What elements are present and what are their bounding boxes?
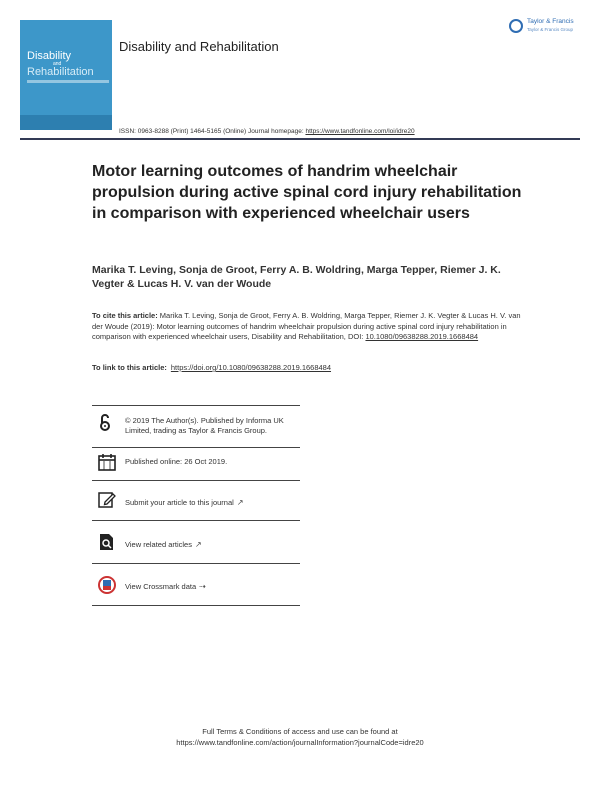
open-access-icon	[97, 413, 117, 433]
meta-divider	[92, 405, 300, 406]
journal-cover	[20, 20, 112, 130]
citation-block	[92, 311, 532, 343]
license-text: © 2019 The Author(s). Published by Informa UK Limited, trading as Taylor & Francis Group.	[125, 416, 284, 435]
cover-title-and: and	[53, 61, 62, 67]
link-label: To link to this article:	[92, 363, 167, 372]
submit-article-label: Submit your article to this journal	[125, 498, 234, 507]
external-link-icon: ⇢	[199, 582, 206, 591]
external-link-icon: ↗	[194, 540, 202, 549]
publisher-name: Taylor & Francis	[527, 18, 574, 25]
article-doi-link[interactable]: https://doi.org/10.1080/09638288.2019.1668484	[170, 363, 332, 372]
link-to-article	[92, 363, 331, 372]
meta-divider	[92, 563, 300, 564]
citation-doi-link[interactable]: 10.1080/09638288.2019.1668484	[365, 332, 479, 341]
cover-title-line1: Disability	[27, 50, 72, 62]
header-rule	[20, 138, 580, 140]
calendar-icon	[97, 452, 117, 472]
cover-subtitle-bar	[27, 80, 109, 83]
edit-icon	[97, 490, 117, 510]
citation-text: Marika T. Leving, Sonja de Groot, Ferry A. B. Woldring, Marga Tepper, Riemer J. K. Vegter & Lucas H. V. van der Woude (2019): Motor learning outcomes of handrim wheelchair propulsion during active spinal cord injury rehabilitation in comparison with experienced wheelchair users, Disability and Rehabilitation, DOI:	[92, 311, 521, 341]
publisher-logo	[509, 16, 589, 38]
journal-title: Disability and Rehabilitation	[119, 39, 279, 54]
submit-article-link[interactable]	[125, 498, 300, 508]
crossmark-label: View Crossmark data	[125, 582, 197, 591]
cover-stripe	[20, 115, 112, 130]
article-authors: Marika T. Leving, Sonja de Groot, Ferry A. B. Woldring, Marga Tepper, Riemer J. K. Vegter & Lucas H. V. van der Woude	[92, 264, 501, 290]
issn-line	[119, 128, 415, 135]
citation-label: To cite this article:	[92, 311, 158, 320]
meta-divider	[92, 605, 300, 606]
journal-homepage-link[interactable]: https://www.tandfonline.com/loi/idre20	[305, 128, 415, 135]
published-date: Published online: 26 Oct 2019.	[125, 457, 228, 466]
footer-terms: Full Terms & Conditions of access and use can be found at	[202, 727, 398, 736]
meta-divider	[92, 447, 300, 448]
related-articles-label: View related articles	[125, 540, 192, 549]
related-articles-icon	[97, 532, 117, 552]
publisher-tagline: Taylor & Francis Group	[527, 27, 574, 32]
cover-title-line2: Rehabilitation	[27, 66, 94, 78]
footer-terms-url[interactable]: https://www.tandfonline.com/action/journalInformation?journalCode=idre20	[176, 738, 424, 747]
external-link-icon: ↗	[236, 498, 244, 507]
article-title: Motor learning outcomes of handrim wheelchair propulsion during active spinal cord injury rehabilitation in comparison with experienced wheelchair users	[92, 163, 522, 222]
issn-text: ISSN: 0963-8288 (Print) 1464-5165 (Online) Journal homepage:	[119, 128, 306, 135]
meta-divider	[92, 520, 300, 521]
meta-divider	[92, 480, 300, 481]
related-articles-link[interactable]	[125, 540, 300, 550]
crossmark-icon	[97, 575, 117, 595]
crossmark-link[interactable]	[125, 582, 300, 592]
publisher-logo-icon	[509, 19, 523, 33]
